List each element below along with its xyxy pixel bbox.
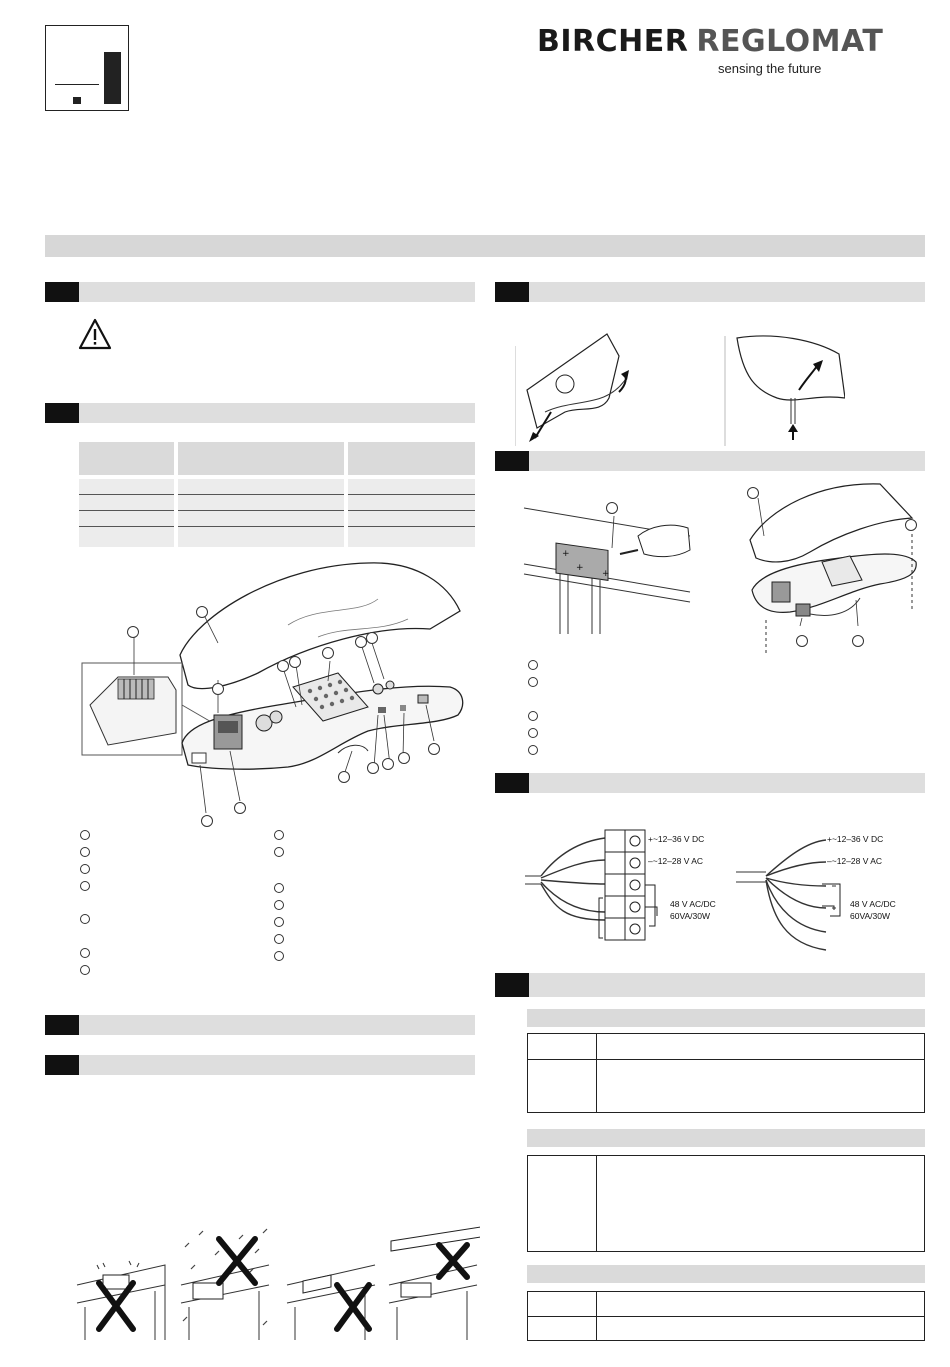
legend-marker <box>528 745 538 755</box>
spec-table-row-line <box>79 510 475 511</box>
legend-marker <box>80 847 90 857</box>
mounting-illustration <box>520 478 920 656</box>
callout-marker <box>398 752 410 764</box>
spec-table-header-cell-1 <box>79 442 174 475</box>
table-divider <box>596 1034 597 1112</box>
mounting-legend <box>528 660 548 760</box>
callout-marker <box>428 743 440 755</box>
title-bar <box>45 235 925 257</box>
wiring-diagram-terminal <box>525 828 725 944</box>
brand-tagline: sensing the future <box>718 61 822 76</box>
sensor-exploded-illustration <box>78 555 478 825</box>
svg-text:+: + <box>602 569 610 579</box>
mounting-restrictions-illustration <box>75 1225 480 1340</box>
section-1-header <box>45 282 475 302</box>
legend-marker <box>80 948 90 958</box>
settings-table-2 <box>527 1155 925 1252</box>
legend-marker <box>80 881 90 891</box>
legend-marker <box>80 965 90 975</box>
table-divider <box>528 1059 924 1060</box>
legend-marker <box>528 711 538 721</box>
section-4-header <box>45 1055 475 1075</box>
wiring-left-terminal-2: –~12–28 V AC <box>648 856 704 866</box>
section-8-header <box>495 973 925 997</box>
product-logo-line <box>55 84 99 85</box>
section-3-header <box>45 1015 475 1035</box>
section-2-header <box>45 403 475 423</box>
brand-name-part1: BIRCHER <box>537 24 689 59</box>
callout-marker <box>212 683 224 695</box>
spec-table-col-gap <box>174 479 178 547</box>
settings-table-1 <box>527 1033 925 1113</box>
callout-marker <box>905 519 917 531</box>
wiring-left-relay-rating-1: 48 V AC/DC <box>670 899 716 909</box>
wiring-right-relay-rating-2: 60VA/30W <box>850 911 891 921</box>
mounting-panel-vibration <box>77 1261 165 1340</box>
wiring-left-relay-rating-2: 60VA/30W <box>670 911 711 921</box>
callout-marker <box>127 626 139 638</box>
legend-marker <box>80 864 90 874</box>
cross-icon <box>219 1239 255 1283</box>
svg-text:+: + <box>562 549 570 559</box>
product-logo-bar <box>104 52 121 104</box>
section-1-number-block <box>45 282 79 302</box>
callout-marker <box>277 660 289 672</box>
mounting-panel-recessed <box>287 1265 375 1340</box>
section-8-number-block <box>495 973 529 997</box>
legend-marker <box>274 900 284 910</box>
section-6-header <box>495 451 925 471</box>
brand-logo <box>537 26 883 58</box>
spec-table-header-cell-2 <box>178 442 344 475</box>
callout-marker <box>338 771 350 783</box>
legend-marker <box>80 830 90 840</box>
callout-marker <box>606 502 618 514</box>
product-logo-square <box>73 97 81 104</box>
callout-marker <box>796 635 808 647</box>
callout-marker <box>289 656 301 668</box>
callout-marker <box>234 802 246 814</box>
spec-table-row-line <box>79 526 475 527</box>
warning-triangle-icon <box>78 318 112 350</box>
section-6-number-block <box>495 451 529 471</box>
mounting-panel-covered <box>389 1227 480 1340</box>
settings-group-1-header <box>527 1009 925 1027</box>
wiring-right-relay-rating-1: 48 V AC/DC <box>850 899 896 909</box>
section-4-number-block <box>45 1055 79 1075</box>
wiring-left-terminal-1: +~12–36 V DC <box>648 834 705 844</box>
settings-group-2-header <box>527 1129 925 1147</box>
wiring-right-terminal-1: +~12–36 V DC <box>827 834 884 844</box>
legend-marker <box>274 934 284 944</box>
section-7-header <box>495 773 925 793</box>
callout-marker <box>382 758 394 770</box>
settings-table-3 <box>527 1291 925 1341</box>
callout-marker <box>852 635 864 647</box>
section-3-number-block <box>45 1015 79 1035</box>
legend-marker <box>274 847 284 857</box>
spec-table-header-cell-3 <box>348 442 475 475</box>
settings-group-3-header <box>527 1265 925 1283</box>
legend-marker <box>274 883 284 893</box>
legend-marker <box>274 917 284 927</box>
mounting-panel-rain <box>181 1229 269 1340</box>
section-5-header <box>495 282 925 302</box>
cross-icon <box>99 1283 133 1329</box>
table-divider <box>596 1156 597 1251</box>
spec-table <box>79 442 475 547</box>
brand-name-part2: REGLOMAT <box>696 24 884 59</box>
legend-marker <box>528 677 538 687</box>
cross-icon <box>337 1285 369 1329</box>
callout-marker <box>201 815 213 827</box>
section-7-number-block <box>495 773 529 793</box>
relay-bracket <box>820 880 848 920</box>
svg-text:+: + <box>576 563 584 573</box>
callout-marker <box>747 487 759 499</box>
legend-marker <box>528 728 538 738</box>
legend-marker <box>274 951 284 961</box>
legend-marker <box>274 830 284 840</box>
cross-icon <box>439 1245 467 1277</box>
section-5-number-block <box>495 282 529 302</box>
callout-marker <box>322 647 334 659</box>
parts-legend <box>80 830 480 970</box>
legend-marker <box>80 914 90 924</box>
callout-marker <box>196 606 208 618</box>
spec-table-col-gap <box>344 479 348 547</box>
wiring-right-terminal-2: –~12–28 V AC <box>827 856 883 866</box>
cover-removal-illustration <box>515 328 845 446</box>
callout-marker <box>366 632 378 644</box>
legend-marker <box>528 660 538 670</box>
table-divider <box>528 1316 924 1317</box>
section-2-number-block <box>45 403 79 423</box>
spec-table-body <box>79 479 475 547</box>
callout-marker <box>367 762 379 774</box>
spec-table-row-line <box>79 494 475 495</box>
